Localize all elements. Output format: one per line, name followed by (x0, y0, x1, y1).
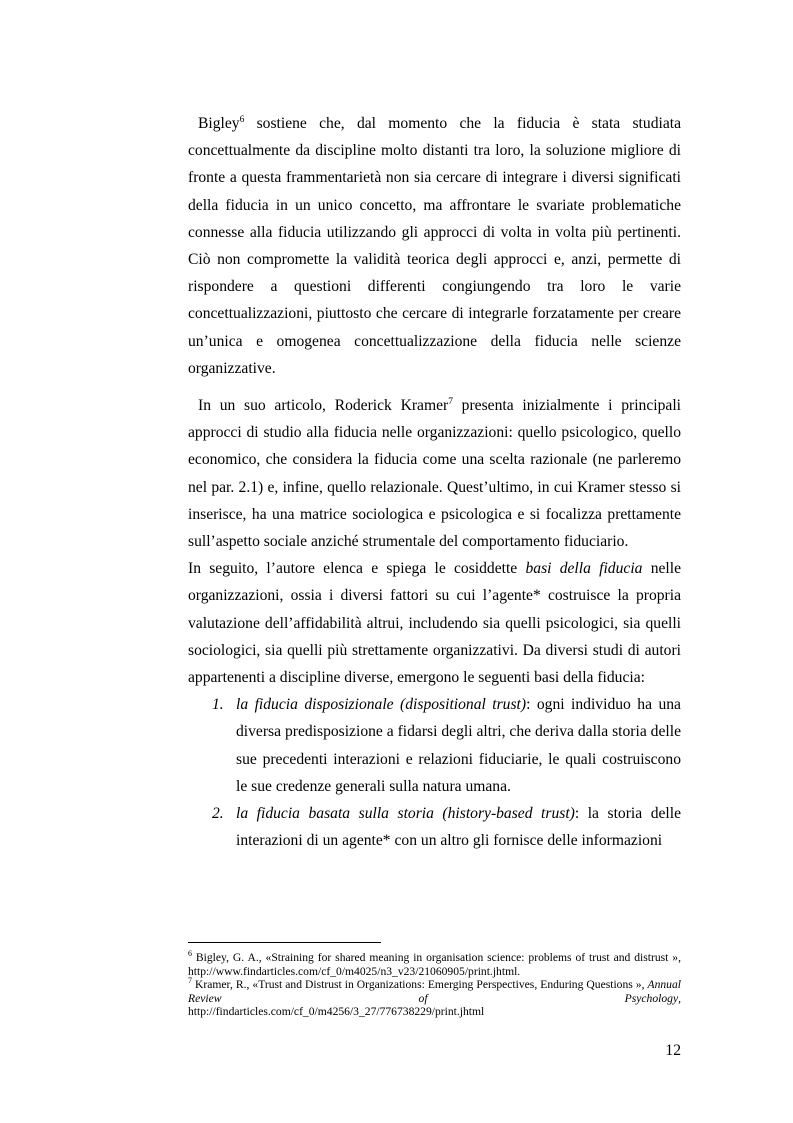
page-number: 12 (665, 1042, 681, 1059)
paragraph-text: nelle organizzazioni, ossia i diversi fattori su cui l’agente* costruisce la propria valutazione dell’affidabilità altrui, includendo sia quelli psicologici, sia quelli sociologici, sia quelli più strettamente organizzativi. Da diversi studi di autori appartenenti a discipline diverse, emergono le seguenti basi della fiducia: (188, 560, 682, 687)
main-text (188, 110, 681, 854)
footnote-url[interactable]: http://findarticles.com/cf_0/m4256/3_27/776738229/print.jhtml (188, 1005, 485, 1019)
footnotes (188, 951, 681, 1019)
paragraph-bigley (188, 110, 681, 382)
emphasis-basi-della-fiducia: basi della fiducia (525, 560, 643, 578)
list-number: 1. (212, 696, 224, 714)
footnote-7 (188, 978, 681, 1019)
footnote-number: 7 (188, 976, 192, 986)
list-text: : ogni individuo ha una diversa predisposizione a fidarsi degli altri, che deriva dalla storia delle sue precedenti interazioni e relazioni fiduciarie, le quali costruiscono le sue credenze generali sulla natura umana. (236, 696, 681, 795)
footnote-ref-6[interactable]: 6 (239, 114, 245, 125)
footnote-text: Kramer, R., «Trust and Distrust in Organizations: Emerging Perspectives, Enduring Questions », (192, 978, 645, 992)
footnote-ref-7[interactable]: 7 (448, 396, 453, 407)
footnote-number: 6 (188, 949, 192, 959)
paragraph-kramer (188, 392, 681, 555)
paragraph-lead: In un suo articolo, Roderick Kramer (198, 397, 449, 415)
footnote-6 (188, 951, 681, 978)
footnote-text: Bigley, G. A., «Straining for shared meaning in organisation science: problems of trust and distrust », http://www.findarticles.com/cf_0/m4025/n3_v23/21060905/print.jhtml. (188, 951, 681, 978)
list-term: la fiducia basata sulla storia (history-based trust) (236, 805, 575, 823)
list-number: 2. (212, 805, 224, 823)
footnote-punct: , (678, 991, 681, 1005)
paragraph-text: sostiene che, dal momento che la fiducia è stata studiata concettualmente da discipline molto distanti tra loro, la soluzione migliore di fronte a questa frammentarietà non sia cercare di integrare i diversi significati della fiducia in un unico concetto, ma affrontare le svariate problematiche connesse alla fiducia utilizzando gli approcci di volta in volta più pertinenti. Ciò non compromette la validità teorica degli approcci e, anzi, permette di rispondere a questioni differenti congiungendo tra loro le varie concettualizzazioni, piuttosto che cercare di integrarle forzatamente per creare un’unica e omogenea concettualizzazione della fiducia nelle scienze organizzative. (188, 115, 681, 377)
footnote-separator (188, 942, 381, 943)
list-text: : la storia delle interazioni di un agente* con un altro gli fornisce delle informazioni (236, 805, 682, 850)
list-item (188, 800, 681, 854)
footnote-line (188, 978, 681, 1005)
paragraph-text: In seguito, l’autore elenca e spiega le cosiddette (188, 560, 526, 578)
author-name: Bigley (198, 115, 240, 132)
trust-bases-list (188, 691, 681, 854)
paragraph-basi (188, 555, 681, 691)
paragraph-text: presenta inizialmente i principali approcci di studio alla fiducia nelle organizzazioni: quello psicologico, quello economico, che considera la fiducia come una scelta razionale (ne parleremo nel par. 2.1) e, infine, quello relazionale. Quest’ultimo, in cui Kramer stesso si inserisce, ha una matrice sociologica e psicologica e si focalizza prettamente sull’aspetto sociale anziché strumentale del comportamento fiduciario. (188, 397, 681, 551)
list-item (188, 691, 681, 800)
journal-title: Annual Review of Psychology (188, 978, 681, 1005)
list-term: la fiducia disposizionale (dispositional trust) (236, 696, 527, 714)
